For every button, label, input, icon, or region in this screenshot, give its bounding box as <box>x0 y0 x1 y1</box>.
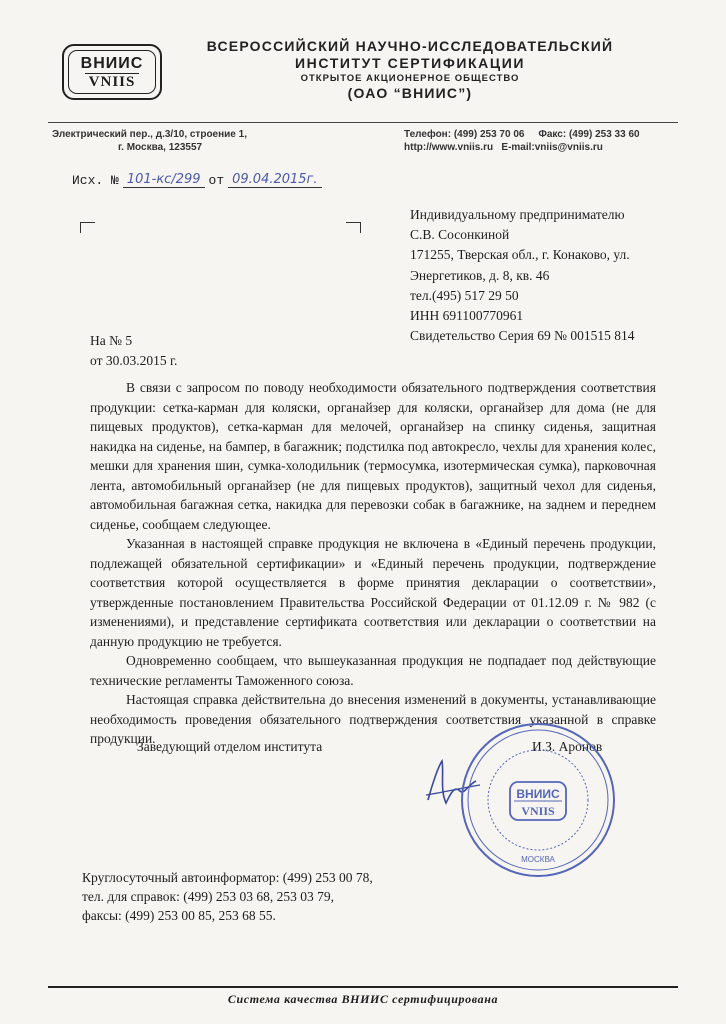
contact-line: факсы: (499) 253 00 85, 253 68 55. <box>82 908 276 923</box>
address-bracket-right <box>346 222 361 233</box>
stamp-center-line1: ВНИИС <box>516 787 560 801</box>
out-date: 09.04.2015г. <box>228 172 321 188</box>
header-divider <box>48 122 678 123</box>
recipient-line: тел.(495) 517 29 50 <box>410 287 519 303</box>
in-reply-date: от 30.03.2015 г. <box>90 353 178 368</box>
address-bracket-left <box>80 222 95 233</box>
contacts-block <box>82 868 373 925</box>
vniis-logo <box>62 44 162 100</box>
contact-line: Круглосуточный автоинформатор: (499) 253 00 78, <box>82 870 373 885</box>
out-number: 101-кс/299 <box>123 172 205 188</box>
official-stamp <box>458 720 618 880</box>
recipient-line: Свидетельство Серия 69 № 001515 814 <box>410 328 635 344</box>
logo-line1: ВНИИС <box>80 54 144 72</box>
stamp-bottom-text: МОСКВА <box>521 855 555 864</box>
quality-footer: Система качества ВНИИС сертифицирована <box>227 992 499 1006</box>
phone-fax: Телефон: (499) 253 70 06 Факс: (499) 253 33 60 <box>404 129 640 140</box>
date-label: от <box>208 173 225 188</box>
stamp-center-line2: VNIIS <box>521 804 555 818</box>
body-paragraph: Одновременно сообщаем, что вышеуказанная продукция не подпадает под действующие технические регламенты Таможенного союза. <box>90 653 656 688</box>
org-name-line1: ВСЕРОССИЙСКИЙ НАУЧНО-ИССЛЕДОВАТЕЛЬСКИЙ <box>206 38 614 54</box>
address-line2: г. Москва, 123557 <box>118 142 203 153</box>
signatory-position: Заведующий отделом института <box>137 739 323 754</box>
footer-divider <box>48 986 678 988</box>
address-line1: Электрический пер., д.3/10, строение 1, <box>52 129 247 140</box>
logo-line2: VNIIS <box>85 73 140 90</box>
body-paragraph: Настоящая справка действительна до внесения изменений в документы, устанавливающие необходимость проведения обязательного подтверждения соответствия указанной в справке продукции. <box>90 692 656 746</box>
in-reply-number: На № 5 <box>90 333 133 348</box>
outgoing-reference <box>72 172 326 188</box>
letter-body <box>90 378 656 749</box>
org-name-line2: ИНСТИТУТ СЕРТИФИКАЦИИ <box>294 55 526 71</box>
web-email: http://www.vniis.ru E-mail:vniis@vniis.ru <box>404 142 603 153</box>
recipient-line: ИНН 691100770961 <box>410 308 524 324</box>
recipient-block <box>410 205 635 346</box>
recipient-line: С.В. Сосонкиной <box>410 227 510 243</box>
contact-line: тел. для справок: (499) 253 03 68, 253 03 79, <box>82 889 334 904</box>
out-number-label: Исх. № <box>72 173 119 188</box>
body-paragraph: В связи с запросом по поводу необходимости обязательного подтверждения соответствия продукции: сетка-карман для коляски, органайзер для коляски, органайзер для дома (не для пищевых продуктов), сетка-карман для мелочей, органайзер на спинку сиденья, защитная накидка на сиденье, на бампер, в багажник; подстилка под автокресло, чехлы для хранения колес, мешки для хранения шин, сумка-холодильник (термосумка, изотермическая сумка), парковочная лента, автомобильный органайзер (не для пищевых продуктов), защитный чехол для сиденья, автомобильная багажная сетка, накидка для перевозки собак в багажнике, на заднем и переднем сиденье, сообщаем следующее. <box>90 380 656 532</box>
body-paragraph: Указанная в настоящей справке продукция не включена в «Единый перечень продукции, подлежащей обязательной сертификации» и «Единый перечень продукции, подтверждение соответствия которой осуществляется в форме принятия декларации о соответствии», утвержденные постановлением Правительства Российской Федерации от 01.12.09 г. № 982 (с изменениями), и представление сертификата соответствия или декларации о соответствии на данную продукцию не требуется. <box>90 536 656 649</box>
recipient-line: Энергетиков, д. 8, кв. 46 <box>410 267 550 283</box>
signatory-name: И.З. Аронов <box>532 739 603 754</box>
recipient-line: 171255, Тверская обл., г. Конаково, ул. <box>410 247 630 263</box>
org-form: ОТКРЫТОЕ АКЦИОНЕРНОЕ ОБЩЕСТВО <box>300 73 520 84</box>
org-abbrev: (ОАО “ВНИИС”) <box>347 85 473 101</box>
in-reply-block <box>90 331 177 371</box>
recipient-line: Индивидуальному предпринимателю <box>410 207 625 222</box>
